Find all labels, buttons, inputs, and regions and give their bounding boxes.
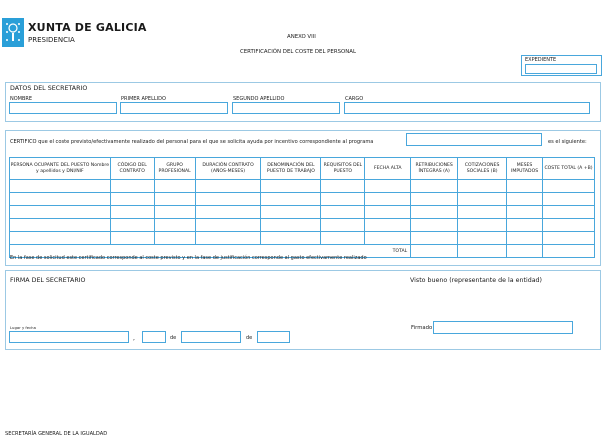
- table-cell[interactable]: [458, 193, 507, 206]
- table-cell[interactable]: [321, 193, 365, 206]
- col-retribuciones: RETRIBUCIONES ÍNTEGRAS (A): [411, 158, 458, 180]
- table-cell[interactable]: [110, 193, 154, 206]
- table-cell[interactable]: [507, 193, 543, 206]
- table-cell[interactable]: [154, 219, 195, 232]
- footer-text: SECRETARÍA GENERAL DE LA IGUALDAD: [5, 431, 108, 437]
- table-cell[interactable]: [261, 219, 321, 232]
- lugar-input[interactable]: [9, 331, 129, 343]
- nombre-label: NOMBRE: [10, 96, 33, 102]
- table-cell[interactable]: [507, 206, 543, 219]
- table-cell[interactable]: [110, 206, 154, 219]
- col-coste-total: COSTE TOTAL (A +B): [543, 158, 595, 180]
- col-duracion-contrato: DURACIÓN CONTRATO (AÑOS-MESES): [195, 158, 261, 180]
- table-cell[interactable]: [365, 219, 411, 232]
- xunta-logo-icon: [2, 18, 24, 47]
- mes-input[interactable]: [181, 331, 241, 343]
- table-cell[interactable]: [543, 232, 595, 245]
- certifico-suffix: es el siguiente:: [548, 139, 587, 145]
- table-cell[interactable]: [110, 219, 154, 232]
- table-cell[interactable]: [411, 193, 458, 206]
- total-cell[interactable]: [543, 245, 595, 258]
- table-cell[interactable]: [195, 193, 261, 206]
- table-cell[interactable]: [321, 180, 365, 193]
- table-cell[interactable]: [154, 193, 195, 206]
- org-name: XUNTA DE GALICIA: [28, 21, 147, 34]
- table-cell[interactable]: [10, 193, 111, 206]
- de-label-2: de: [246, 335, 253, 341]
- table-cell[interactable]: [321, 219, 365, 232]
- firma-title: FIRMA DEL SECRETARIO: [10, 277, 86, 284]
- fase-note: En la fase de solicitud este certificado corresponde al coste previsto y en la fase de justificación corresponde al gasto efectivamente realizado: [10, 255, 367, 261]
- table-cell[interactable]: [261, 206, 321, 219]
- programa-input[interactable]: [406, 133, 542, 146]
- table-cell[interactable]: [507, 180, 543, 193]
- table-cell[interactable]: [365, 180, 411, 193]
- table-cell[interactable]: [10, 232, 111, 245]
- personnel-cost-table: [9, 157, 595, 258]
- table-cell[interactable]: [10, 206, 111, 219]
- primer-apellido-input[interactable]: [120, 102, 228, 114]
- table-cell[interactable]: [411, 206, 458, 219]
- table-cell[interactable]: [365, 206, 411, 219]
- annex-label: ANEXO VIII: [287, 34, 316, 40]
- anio-input[interactable]: [257, 331, 290, 343]
- table-cell[interactable]: [195, 219, 261, 232]
- table-header-row: [10, 158, 595, 180]
- org-subtitle: PRESIDENCIA: [28, 36, 75, 44]
- table-cell[interactable]: [458, 180, 507, 193]
- table-cell[interactable]: [543, 193, 595, 206]
- table-cell[interactable]: [261, 232, 321, 245]
- cargo-label: CARGO: [345, 96, 364, 102]
- secretario-title: DATOS DEL SECRETARIO: [10, 85, 88, 92]
- table-cell[interactable]: [10, 180, 111, 193]
- col-fecha-alta: FECHA ALTA: [365, 158, 411, 180]
- visto-bueno-label: Visto bueno (representante de la entidad): [410, 277, 543, 284]
- table-cell[interactable]: [458, 206, 507, 219]
- table-row: [10, 193, 595, 206]
- document-title: CERTIFICACIÓN DEL COSTE DEL PERSONAL: [240, 49, 356, 55]
- dia-input[interactable]: [142, 331, 166, 343]
- comma-separator: ,: [133, 335, 135, 342]
- col-grupo-profesional: GRUPO PROFESIONAL: [154, 158, 195, 180]
- table-cell[interactable]: [154, 180, 195, 193]
- col-denominacion-puesto: DENOMINACIÓN DEL PUESTO DE TRABAJO: [261, 158, 321, 180]
- table-cell[interactable]: [321, 232, 365, 245]
- table-cell[interactable]: [10, 219, 111, 232]
- table-cell[interactable]: [543, 180, 595, 193]
- table-cell[interactable]: [195, 180, 261, 193]
- col-persona: PERSONA OCUPANTE DEL PUESTO Nombre y apellidos y DNI/NIF: [10, 158, 111, 180]
- table-cell[interactable]: [507, 219, 543, 232]
- cargo-input[interactable]: [344, 102, 590, 114]
- table-cell[interactable]: [261, 180, 321, 193]
- firmado-input[interactable]: [433, 321, 573, 334]
- table-cell[interactable]: [321, 206, 365, 219]
- table-cell[interactable]: [458, 219, 507, 232]
- expediente-box: [521, 55, 602, 76]
- certifico-text: CERTIFICO que el coste previsto/efectivamente realizado del personal para el que se solicita ayuda por incentivo correspondiente al programa: [10, 139, 374, 145]
- table-cell[interactable]: [154, 232, 195, 245]
- total-cell[interactable]: [507, 245, 543, 258]
- col-meses-imputados: MESES IMPUTADOS: [507, 158, 543, 180]
- table-cell[interactable]: [110, 180, 154, 193]
- col-codigo-contrato: CÓDIGO DEL CONTRATO: [110, 158, 154, 180]
- table-row: [10, 206, 595, 219]
- table-body: [10, 180, 595, 258]
- table-cell[interactable]: [543, 219, 595, 232]
- table-cell[interactable]: [507, 232, 543, 245]
- table-row: [10, 232, 595, 245]
- total-label: TOTAL: [10, 245, 411, 258]
- table-cell[interactable]: [261, 193, 321, 206]
- nombre-input[interactable]: [9, 102, 117, 114]
- table-cell[interactable]: [110, 232, 154, 245]
- segundo-apellido-input[interactable]: [232, 102, 340, 114]
- table-row: [10, 219, 595, 232]
- firmado-label: Firmado: [411, 325, 433, 331]
- table-cell[interactable]: [154, 206, 195, 219]
- expediente-label: EXPEDIENTE: [525, 57, 557, 63]
- segundo-apellido-label: SEGUNDO APELLIDO: [233, 96, 285, 102]
- table-row: [10, 180, 595, 193]
- table-cell[interactable]: [411, 232, 458, 245]
- total-cell[interactable]: [411, 245, 458, 258]
- table-cell[interactable]: [195, 232, 261, 245]
- expediente-input[interactable]: [525, 64, 597, 74]
- total-cell[interactable]: [458, 245, 507, 258]
- col-cotizaciones: COTIZACIONES SOCIALES (B): [458, 158, 507, 180]
- de-label-1: de: [170, 335, 177, 341]
- col-requisitos-puesto: REQUISITOS DEL PUESTO: [321, 158, 365, 180]
- table-cell[interactable]: [543, 206, 595, 219]
- table-cell[interactable]: [411, 219, 458, 232]
- lugar-fecha-label: Lugar y fecha: [10, 325, 36, 330]
- table-cell[interactable]: [458, 232, 507, 245]
- table-cell[interactable]: [365, 232, 411, 245]
- table-cell[interactable]: [365, 193, 411, 206]
- table-cell[interactable]: [195, 206, 261, 219]
- table-cell[interactable]: [411, 180, 458, 193]
- primer-apellido-label: PRIMER APELLIDO: [121, 96, 166, 102]
